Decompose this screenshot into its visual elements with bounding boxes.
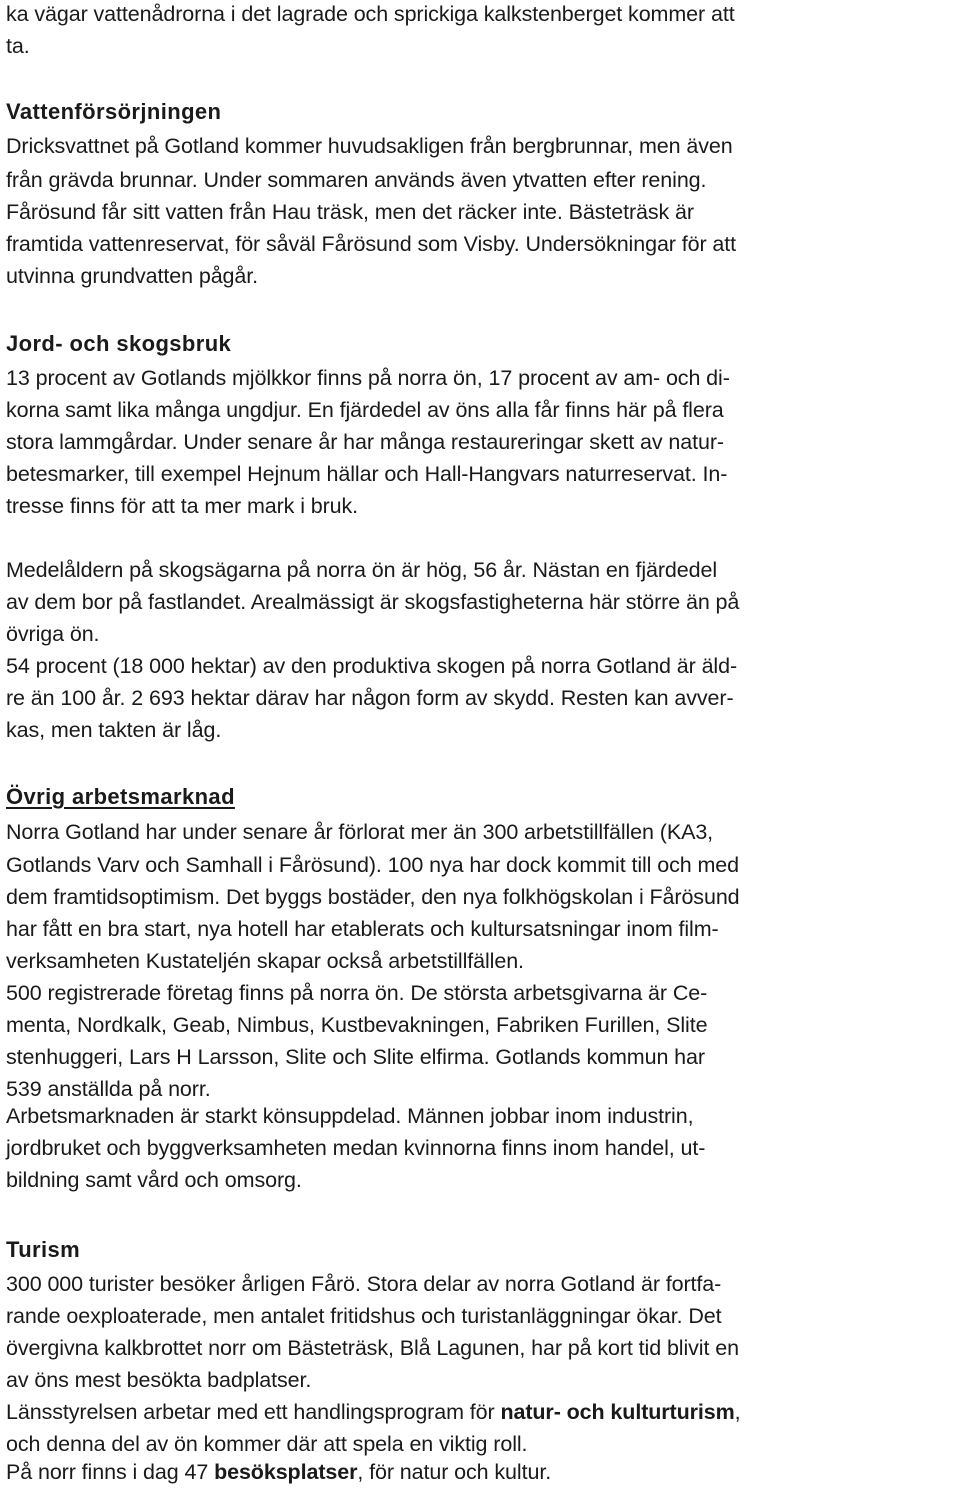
body-text-line: utvinna grundvatten pågår. bbox=[6, 264, 259, 288]
body-text-line: dem framtidsoptimism. Det byggs bostäder, den nya folkhögskolan i Fårösund bbox=[6, 885, 740, 909]
body-text-line: betesmarker, till exempel Hejnum hällar och Hall-Hangvars naturreservat. In- bbox=[6, 462, 728, 486]
section-heading-ovrig-arbetsmarknad: Övrig arbetsmarknad bbox=[6, 784, 235, 809]
body-text-line: 54 procent (18 000 hektar) av den produktiva skogen på norra Gotland är äld- bbox=[6, 654, 738, 678]
text-run: På norr finns i dag 47 bbox=[6, 1460, 215, 1484]
body-text-line: korna samt lika många ungdjur. En fjärdedel av öns alla får finns här på flera bbox=[6, 398, 724, 422]
body-text-line bbox=[6, 1462, 551, 1484]
body-text-line: ta. bbox=[6, 34, 30, 58]
section-heading-jord-och-skogsbruk: Jord- och skogsbruk bbox=[6, 331, 232, 356]
body-text-line: stora lammgårdar. Under senare år har många restaureringar skett av natur- bbox=[6, 430, 724, 454]
body-text-line: 13 procent av Gotlands mjölkkor finns på norra ön, 17 procent av am- och di- bbox=[6, 366, 730, 390]
body-text-line: övergivna kalkbrottet norr om Bästeträsk, Blå Lagunen, har på kort tid blivit en bbox=[6, 1336, 739, 1360]
text-run: , bbox=[734, 1400, 741, 1424]
text-run: Länsstyrelsen arbetar med ett handlingsprogram för bbox=[6, 1400, 501, 1424]
body-text-line: rande oexploaterade, men antalet fritidshus och turistanläggningar ökar. Det bbox=[6, 1304, 722, 1328]
body-text-line bbox=[6, 1402, 741, 1424]
body-text-line: ka vägar vattenådrorna i det lagrade och sprickiga kalkstenberget kommer att bbox=[6, 2, 735, 26]
body-text-line: 500 registrerade företag finns på norra ön. De största arbetsgivarna är Ce- bbox=[6, 981, 708, 1005]
body-text-line: Gotlands Varv och Samhall i Fårösund). 100 nya har dock kommit till och med bbox=[6, 853, 739, 877]
body-text-line: menta, Nordkalk, Geab, Nimbus, Kustbevakningen, Fabriken Furillen, Slite bbox=[6, 1013, 708, 1037]
body-text-line: 539 anställda på norr. bbox=[6, 1077, 211, 1101]
body-text-line: bildning samt vård och omsorg. bbox=[6, 1168, 302, 1192]
body-text-line: Dricksvattnet på Gotland kommer huvudsakligen från bergbrunnar, men även bbox=[6, 134, 733, 158]
body-text-line: av dem bor på fastlandet. Arealmässigt är skogsfastigheterna här större än på bbox=[6, 590, 740, 614]
body-text-line: jordbruket och byggverksamheten medan kvinnorna finns inom handel, ut- bbox=[6, 1136, 706, 1160]
body-text-line: från grävda brunnar. Under sommaren används även ytvatten efter rening. bbox=[6, 168, 707, 192]
body-text-line: stenhuggeri, Lars H Larsson, Slite och Slite elfirma. Gotlands kommun har bbox=[6, 1045, 705, 1069]
body-text-line: Fårösund får sitt vatten från Hau träsk, men det räcker inte. Bästeträsk är bbox=[6, 200, 694, 224]
body-text-line: av öns mest besökta badplatser. bbox=[6, 1368, 312, 1392]
body-text-line: och denna del av ön kommer där att spela en viktig roll. bbox=[6, 1432, 528, 1456]
body-text-line: Medelåldern på skogsägarna på norra ön är hög, 56 år. Nästan en fjärdedel bbox=[6, 558, 718, 582]
section-heading-turism: Turism bbox=[6, 1237, 81, 1262]
emphasis-besoksplatser: besöksplatser bbox=[214, 1460, 358, 1484]
body-text-line: har fått en bra start, nya hotell har etablerats och kultursatsningar inom film- bbox=[6, 917, 719, 941]
emphasis-natur-och-kulturturism: natur- och kulturturism bbox=[500, 1400, 735, 1424]
section-heading-vattenforsorjningen: Vattenförsörjningen bbox=[6, 99, 222, 124]
body-text-line: re än 100 år. 2 693 hektar därav har någon form av skydd. Resten kan avver- bbox=[6, 686, 734, 710]
body-text-line: Arbetsmarknaden är starkt könsuppdelad. Männen jobbar inom industrin, bbox=[6, 1104, 694, 1128]
body-text-line: verksamheten Kustateljén skapar också arbetstillfällen. bbox=[6, 949, 524, 973]
body-text-line: kas, men takten är låg. bbox=[6, 718, 222, 742]
body-text-line: Norra Gotland har under senare år förlorat mer än 300 arbetstillfällen (KA3, bbox=[6, 820, 714, 844]
body-text-line: framtida vattenreservat, för såväl Fårösund som Visby. Undersökningar för att bbox=[6, 232, 736, 256]
text-run: , för natur och kultur. bbox=[357, 1460, 552, 1484]
body-text-line: 300 000 turister besöker årligen Fårö. Stora delar av norra Gotland är fortfa- bbox=[6, 1272, 722, 1296]
body-text-line: tresse finns för att ta mer mark i bruk. bbox=[6, 494, 359, 518]
body-text-line: övriga ön. bbox=[6, 622, 100, 646]
